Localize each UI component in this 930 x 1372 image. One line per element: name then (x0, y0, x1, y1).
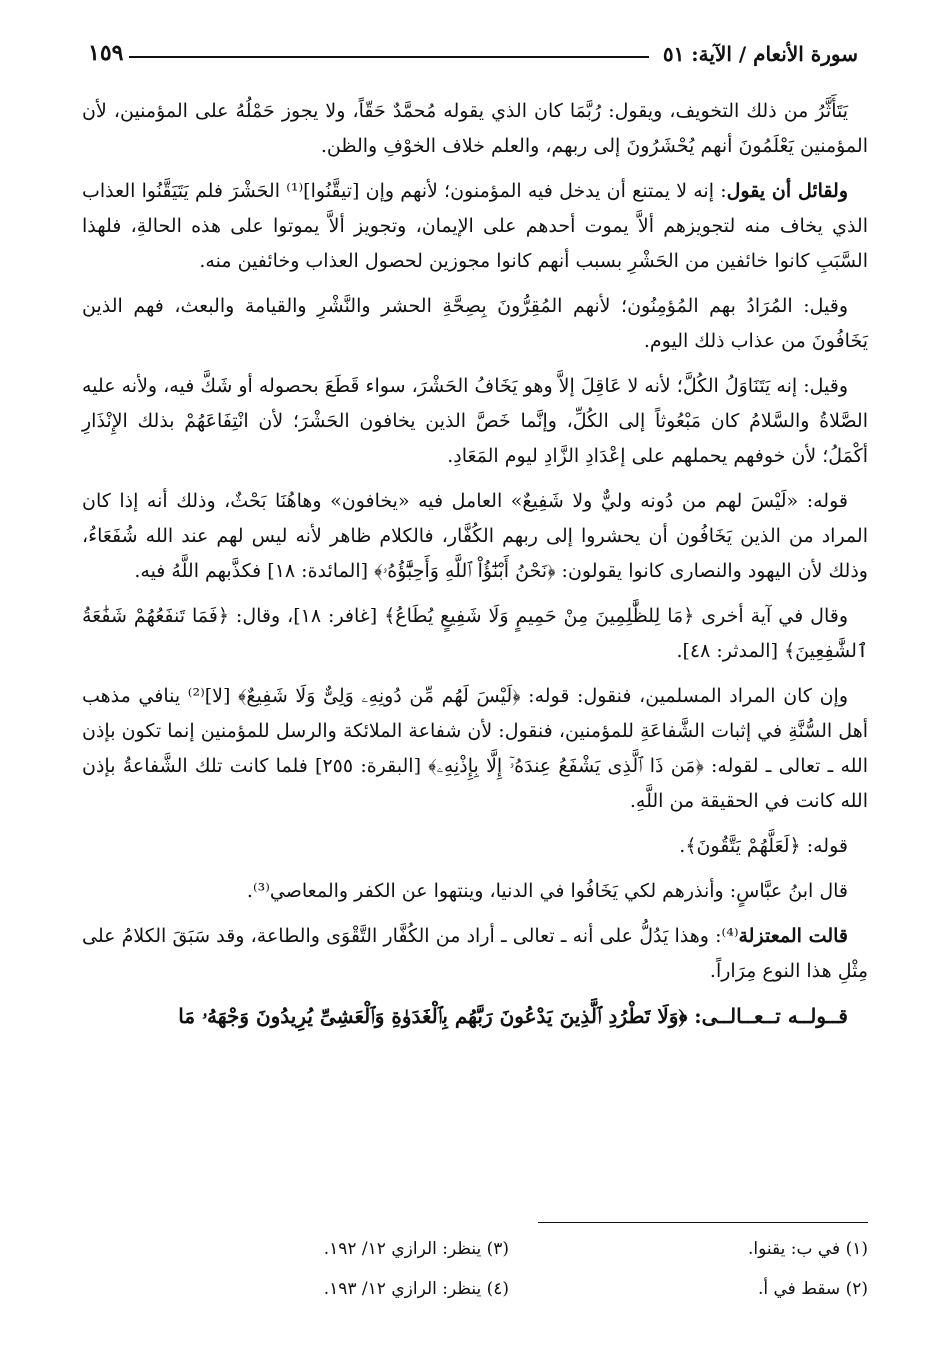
page-number: ١٥٩ (88, 40, 124, 66)
verse-heading: قــولــه تــعــالــى: ﴿وَلَا تَطْرُدِ ٱلَّذِينَ يَدْعُونَ رَبَّهُم بِٱلْغَدَوٰةِ وَٱلْعَشِىِّ يُرِيدُونَ وَجْهَهُۥ مَا (178, 1004, 848, 1028)
paragraph (82, 829, 868, 864)
paragraph (82, 94, 868, 164)
running-header (88, 30, 858, 66)
footnote: (٣) ينظر: الرازي ١٢/ ١٩٢. (323, 1239, 509, 1259)
paragraph (82, 289, 868, 359)
footnote: (٤) ينظر: الرازي ١٢/ ١٩٣. (323, 1279, 509, 1299)
paragraph-text: وقيل: إنه يَتَنَاوَلُ الكُلَّ؛ لأنه لا عَاقِلَ إلاَّ وهو يَخَافُ الحَشْرَ، سواء قَطَعَ بحصوله أو شَكَّ فيه، ولأنه عليه الصَّلاةُ والسَّلامُ كان مَبْعُوثاً إلى الكُلِّ، وإنَّما خَصَّ الذين يخافون الحَشْرَ؛ لأن انْتِفَاعَهُمْ بذلك الإِنْذَارِ أكْمَلُ؛ لأن خوفهم يحملهم على إعْدَادِ الزَّادِ ليوم المَعَادِ. (82, 375, 868, 467)
footnote-divider (538, 1222, 868, 1223)
paragraph (82, 599, 868, 669)
paragraph-text: قوله: ﴿لَعَلَّهُمْ يَتَّقُونَ﴾. (679, 835, 848, 857)
paragraph (82, 679, 868, 819)
paragraph-text: ⁽⁴⁾: وهذا يَدُلُّ على أنه ـ تعالى ـ أراد من الكُفَّار التَّقْوَى والطاعة، وقد سَبَقَ الكلامُ على مِثْلِ هذا النوع مِرَاراً. (82, 925, 868, 982)
footnote: (١) في ب: يقنوا. (747, 1239, 868, 1259)
paragraph-lead: ولقائل أن يقول (726, 180, 848, 202)
paragraph (82, 919, 868, 989)
paragraph (82, 174, 868, 279)
paragraph-text: وقيل: المُرَادُ بهم المُؤمِنُون؛ لأنهم المُقِرُّونَ بِصِحَّةِ الحشر والنَّشْرِ والقيامة والبعث، فهم الذين يَخَافُونَ من عذاب ذلك اليوم. (82, 295, 868, 352)
header-divider (129, 56, 648, 58)
surah-title: سورة الأنعام / الآية: ٥١ (662, 42, 858, 66)
paragraph-text: وإن كان المراد المسلمين، فنقول: قوله: ﴿لَيْسَ لَهُم مِّن دُونِهِۦ وَلِىٌّ وَلَا شَفِيعٌ﴾ [لا]⁽²⁾ ينافي مذهب أهل السُّنَّةِ في إثبات الشَّفاعَةِ للمؤمنين، فنقول: لأن شفاعة الملائكة والرسل للمؤمنين إنما تكون بإذن الله ـ تعالى ـ لقوله: ﴿مَن ذَا ٱلَّذِى يَشْفَعُ عِندَهُۥٓ إِلَّا بِإِذْنِهِۦ﴾ [البقرة: ٢٥٥] فلما كانت تلك الشَّفاعةُ بإذن الله كانت في الحقيقة من اللَّهِ. (82, 685, 869, 812)
paragraph-lead: قالت المعتزلة (738, 925, 849, 947)
paragraph-text: قال ابنُ عبَّاسٍ: وأنذرهم لكي يَخَافُوا في الدنيا، وينتهوا عن الكفر والمعاصي⁽³⁾. (246, 880, 848, 902)
paragraph (82, 484, 868, 589)
footnote: (٢) سقط في أ. (757, 1279, 868, 1299)
footnotes (150, 1232, 868, 1306)
paragraph-text: وقال في آية أخرى ﴿مَا لِلظَّٰلِمِينَ مِنْ حَمِيمٍ وَلَا شَفِيعٍ يُطَاعُ﴾ [غافر: ١٨]، وقال: ﴿فَمَا تَنفَعُهُمْ شَفَٰعَةُ ٱلشَّٰفِعِينَ﴾ [المدثر: ٤٨]. (82, 605, 868, 662)
paragraph-text: يَتَأَثَّرُ من ذلك التخويف، ويقول: رُبَّمَا كان الذي يقوله مُحمَّدٌ حَقّاً، ولا يجوز حَمْلُهُ على المؤمنين، لأن المؤمنين يَعْلَمُونَ أنهم يُحْشَرُونَ إلى ربهم، والعلم خلاف الخوْفِ والظن. (82, 100, 868, 157)
main-text (82, 94, 868, 1044)
paragraph-text: قوله: «لَيْسَ لهم من دُونه وليٌّ ولا شَفِيعٌ» العامل فيه «يخافون» وهاهُنَا بَحْثٌ، وذلك أنه إذا كان المراد من الذين يَخَافُون أن يحشروا إلى ربهم الكُفَّار، فالكلام ظاهر لأنه ليس لهم عند الله شُفَعَاءُ، وذلك لأن اليهود والنصارى كانوا يقولون: ﴿نَحْنُ أَبْنَٰٓؤُاْ ٱللَّهِ وَأَحِبَّٰٓؤُهُۥ﴾ [المائدة: ١٨] فكذَّبهم اللَّهُ فيه. (82, 490, 868, 582)
paragraph (82, 874, 868, 909)
paragraph-text: : إنه لا يمتنع أن يدخل فيه المؤمنون؛ لأنهم وإن [تيقَّنُوا]⁽¹⁾ الحَشْرَ فلم يَتَيَقَّنُوا العذاب الذي يخاف منه لتجويزهم ألاَّ يموت أحدهم على الإيمان، وتجويز ألاَّ يموتوا على هذه الحالةِ، فلهذا السَّبَبِ كانوا خائفين من الحَشْرِ بسبب أنهم كانوا مجوزين لحصول العذاب وخائفين منه. (82, 180, 868, 272)
paragraph (82, 369, 868, 474)
